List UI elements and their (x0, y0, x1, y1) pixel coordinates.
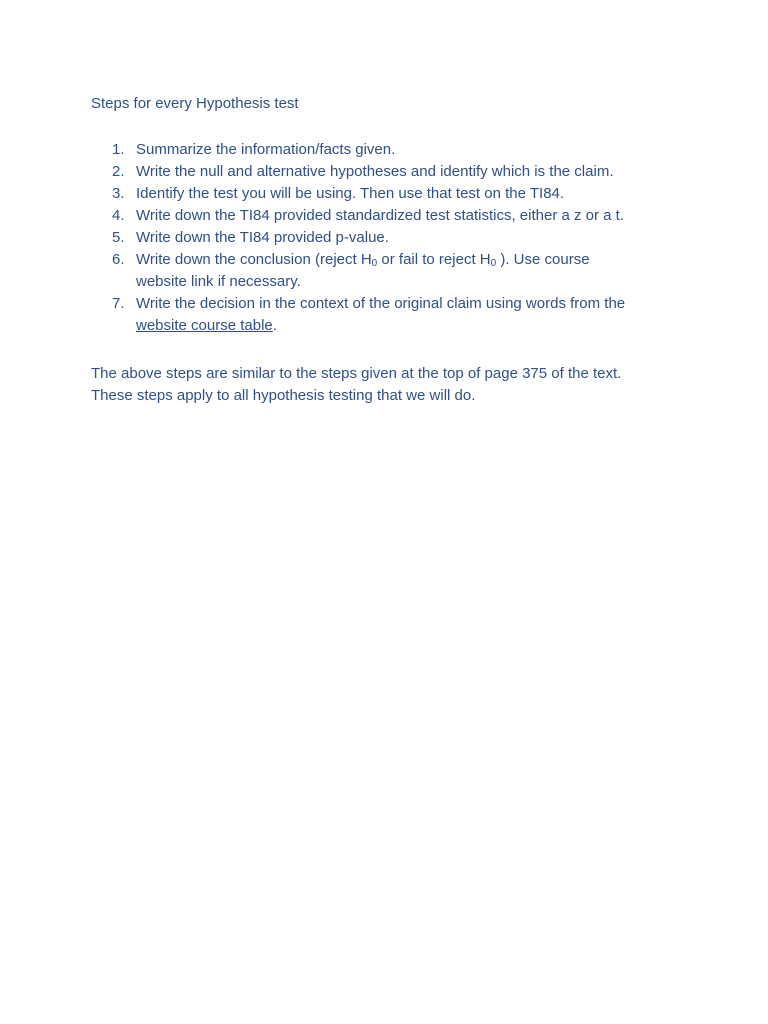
step-text-part: ). Use course (496, 251, 590, 268)
step-number: 3. (112, 185, 125, 202)
step-text: Identify the test you will be using. Then use that test on the TI84. (136, 185, 565, 202)
list-item (112, 293, 712, 337)
step-number: 4. (112, 207, 125, 224)
subscript-zero: 0 (490, 258, 497, 269)
step-text (136, 249, 712, 293)
step-text-part: Write down the conclusion (reject H (136, 251, 372, 268)
step-text: Write down the TI84 provided p-value. (136, 229, 389, 246)
step-text (136, 293, 712, 337)
document-title: Steps for every Hypothesis test (91, 95, 299, 112)
step-text-part: Write the decision in the context of the original claim using words from the (136, 295, 626, 312)
step-number: 5. (112, 229, 125, 246)
summary-paragraph (91, 363, 731, 407)
step-text: Summarize the information/facts given. (136, 141, 396, 158)
summary-line: The above steps are similar to the steps given at the top of page 375 of the text. (91, 365, 622, 382)
list-item (112, 227, 712, 249)
step-number: 7. (112, 295, 125, 312)
list-item (112, 249, 712, 293)
step-text-part: or fail to reject H (377, 251, 491, 268)
list-item (112, 139, 712, 161)
step-number: 2. (112, 163, 125, 180)
step-text-part: . (272, 317, 277, 334)
step-number: 6. (112, 251, 125, 268)
subscript-zero: 0 (371, 258, 378, 269)
list-item (112, 183, 712, 205)
step-text-part: website link if necessary. (136, 273, 301, 290)
website-course-table-link[interactable]: website course table (136, 317, 273, 334)
step-number: 1. (112, 141, 125, 158)
list-item (112, 205, 712, 227)
step-text: Write the null and alternative hypotheses and identify which is the claim. (136, 163, 614, 180)
summary-line: These steps apply to all hypothesis testing that we will do. (91, 387, 476, 404)
list-item (112, 161, 712, 183)
steps-list (112, 139, 712, 337)
step-text: Write down the TI84 provided standardized test statistics, either a z or a t. (136, 207, 625, 224)
